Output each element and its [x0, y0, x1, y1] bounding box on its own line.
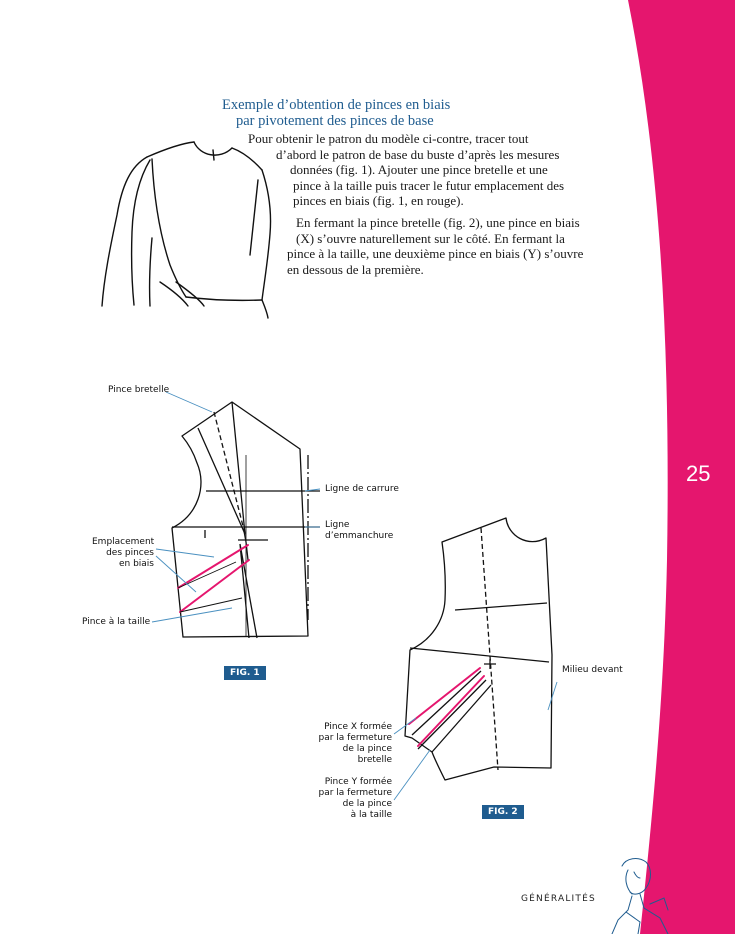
label-line: par la fermeture [318, 733, 392, 743]
label-line: en biais [118, 559, 154, 569]
fig2-tag: FIG. 2 [482, 805, 524, 819]
label-pince-taille: Pince à la taille [82, 617, 151, 627]
paragraph-line: pinces en biais (fig. 1, en rouge). [293, 193, 464, 208]
explanation-paragraph-cont [287, 246, 584, 277]
paragraph-line: pince à la taille puis tracer le futur emplacement des [293, 177, 565, 193]
label-milieu-devant: Milieu devant [562, 665, 623, 675]
label-line: d’emmanchure [325, 531, 394, 541]
label-line: de la pince [342, 799, 392, 809]
label-line: bretelle [357, 755, 392, 765]
label-line: des pinces [106, 548, 154, 558]
label-line: de la pince [342, 744, 392, 754]
label-ligne-emmanchure [325, 520, 393, 542]
label-line: Emplacement [92, 537, 155, 547]
intro-paragraph-cont [293, 178, 584, 209]
page-title [222, 97, 450, 129]
title-line: par pivotement des pinces de base [236, 113, 434, 129]
explanation-paragraph [296, 215, 584, 246]
label-emplacement-pinces [92, 537, 154, 570]
paragraph-line: En fermant la pince bretelle (fig. 2), une pince en biais [296, 215, 580, 230]
fig1-tag: FIG. 1 [224, 666, 266, 680]
label-pince-x [316, 722, 392, 766]
label-line: Pince Y formée [324, 777, 392, 787]
label-line: Pince X formée [324, 722, 392, 732]
paragraph-line: en dessous de la première. [287, 261, 424, 277]
section-name: GÉNÉRALITÉS [521, 894, 596, 904]
label-pince-bretelle: Pince bretelle [108, 385, 170, 395]
intro-paragraph-cont [276, 147, 584, 163]
intro-paragraph [248, 131, 584, 147]
paragraph-line: (X) s’ouvre naturellement sur le côté. En fermant la [296, 230, 565, 246]
label-pince-y [316, 777, 392, 821]
paragraph-line: d’abord le patron de base du buste d’après les mesures [276, 146, 560, 162]
paragraph-line: données (fig. 1). Ajouter une pince bretelle et une [290, 162, 548, 177]
intro-paragraph-cont [290, 162, 584, 178]
label-line: à la taille [350, 810, 392, 820]
title-line: Exemple d’obtention de pinces en biais [222, 97, 451, 113]
page-number: 25 [686, 461, 711, 486]
paragraph-line: Pour obtenir le patron du modèle ci-contre, tracer tout [248, 131, 529, 146]
label-line: par la fermeture [318, 788, 392, 798]
label-line: Ligne [325, 520, 350, 530]
paragraph-line: pince à la taille, une deuxième pince en biais (Y) s’ouvre [287, 246, 584, 261]
label-ligne-carrure: Ligne de carrure [325, 484, 399, 494]
